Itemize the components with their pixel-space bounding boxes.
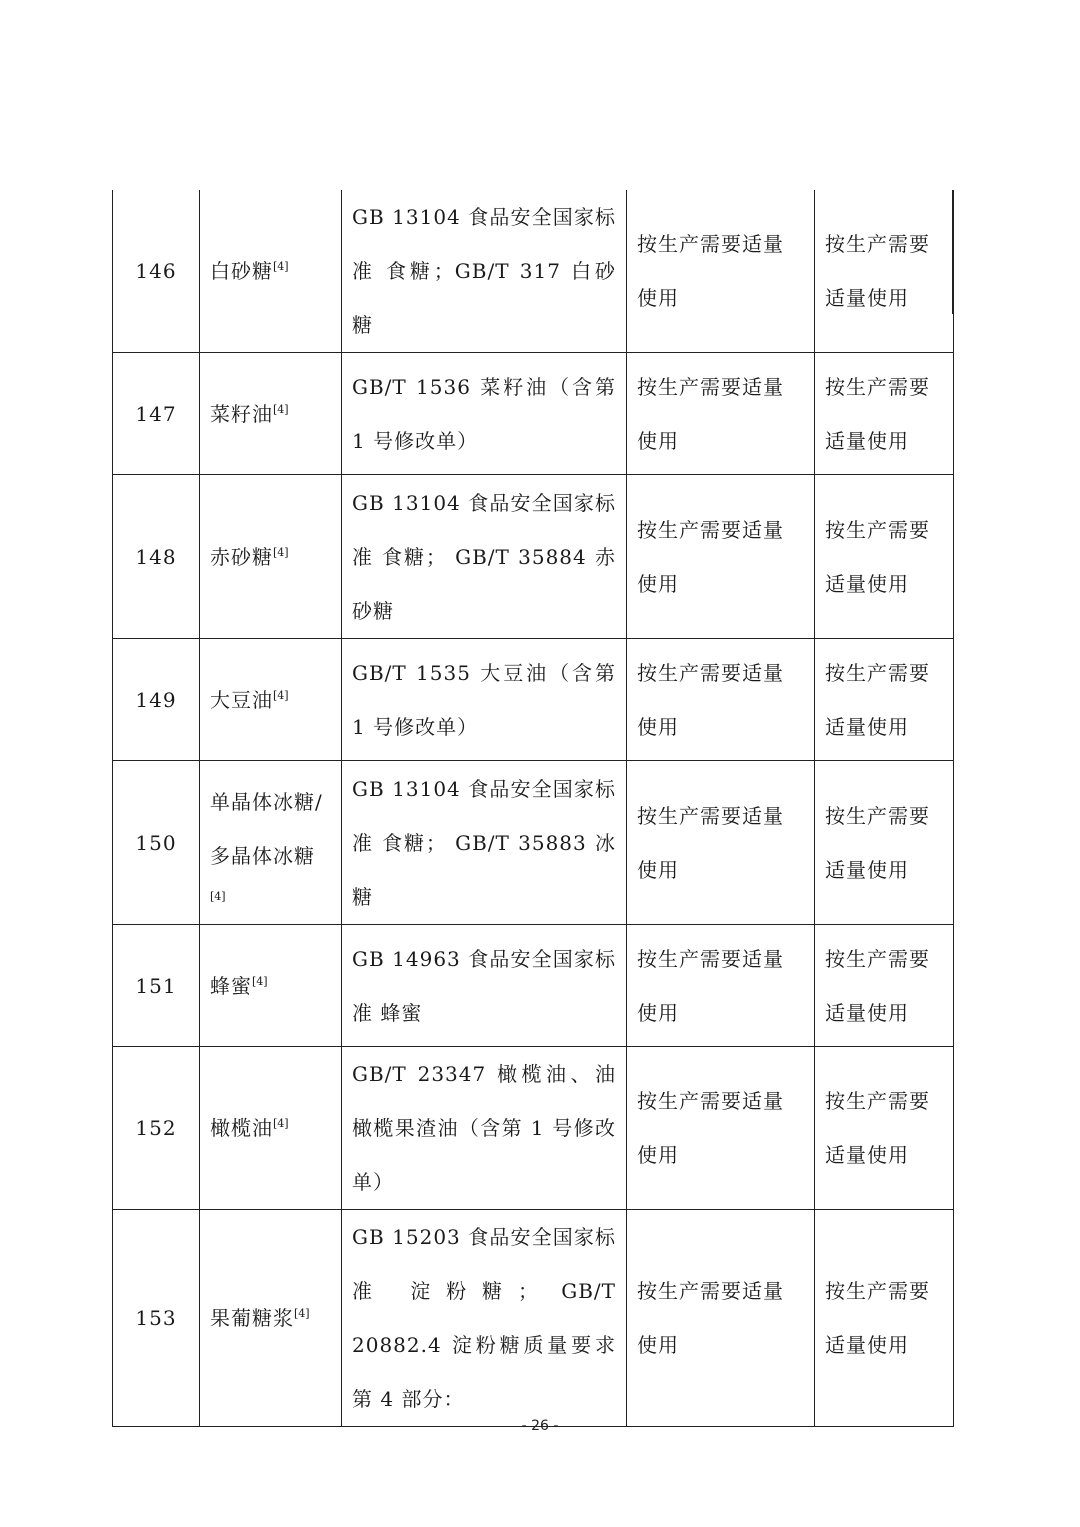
usage-text: 按生产需要适量使用 — [627, 1210, 815, 1427]
ingredient-name-text: 单晶体冰糖/多晶体冰糖 — [210, 789, 323, 868]
table-row — [113, 1047, 954, 1210]
table-row — [113, 925, 954, 1047]
footnote-ref: [4] — [273, 402, 289, 416]
footnote-ref: [4] — [294, 1307, 310, 1320]
additive-standards-table — [112, 190, 954, 1427]
standard-reference: GB/T 1536 菜籽油（含第 1 号修改单） — [342, 353, 627, 475]
row-number: 149 — [113, 639, 200, 761]
footnote-ref: [4] — [210, 889, 226, 903]
max-usage-text: 按生产需要适量使用 — [815, 1210, 954, 1427]
max-usage-text: 按生产需要适量使用 — [815, 475, 954, 639]
ingredient-name — [200, 639, 342, 761]
usage-text: 按生产需要适量使用 — [627, 925, 815, 1047]
table-row — [113, 639, 954, 761]
ingredient-name — [200, 1210, 342, 1427]
usage-text: 按生产需要适量使用 — [627, 761, 815, 925]
footnote-ref: [4] — [273, 1117, 289, 1130]
max-usage-text: 按生产需要适量使用 — [815, 761, 954, 925]
ingredient-name-text: 白砂糖 — [210, 259, 273, 283]
row-number: 152 — [113, 1047, 200, 1210]
standard-reference: GB 13104 食品安全国家标准 食糖； GB/T 35883 冰糖 — [342, 761, 627, 925]
table-row — [113, 353, 954, 475]
standard-reference: GB/T 23347 橄榄油、油橄榄果渣油（含第 1 号修改单） — [342, 1047, 627, 1210]
footnote-ref: [4] — [273, 545, 289, 559]
page-number: - 26 - — [521, 1418, 559, 1434]
ingredient-name-text: 橄榄油 — [210, 1116, 273, 1140]
row-number: 147 — [113, 353, 200, 475]
row-number: 148 — [113, 475, 200, 639]
footnote-ref: [4] — [252, 974, 268, 988]
ingredient-name-text: 果葡糖浆 — [210, 1306, 294, 1330]
standard-reference: GB 15203 食品安全国家标准 淀粉糖； GB/T 20882.4 淀粉糖质量要求 第 4 部分： — [342, 1210, 627, 1427]
max-usage-text: 按生产需要适量使用 — [815, 925, 954, 1047]
row-number: 151 — [113, 925, 200, 1047]
standard-reference: GB 13104 食品安全国家标准 食糖； GB/T 35884 赤砂糖 — [342, 475, 627, 639]
row-number: 150 — [113, 761, 200, 925]
table-row — [113, 190, 954, 353]
standard-reference: GB/T 1535 大豆油（含第 1 号修改单） — [342, 639, 627, 761]
ingredient-name-text: 大豆油 — [210, 687, 273, 712]
usage-text: 按生产需要适量使用 — [627, 639, 815, 761]
row-number: 146 — [113, 190, 200, 353]
ingredient-name-text: 蜂蜜 — [210, 973, 252, 998]
ingredient-name — [200, 475, 342, 639]
max-usage-text: 按生产需要适量使用 — [815, 639, 954, 761]
max-usage-text: 按生产需要适量使用 — [815, 190, 954, 353]
usage-text: 按生产需要适量使用 — [627, 190, 815, 353]
standard-reference: GB 14963 食品安全国家标准 蜂蜜 — [342, 925, 627, 1047]
max-usage-text: 按生产需要适量使用 — [815, 353, 954, 475]
ingredient-name-text: 菜籽油 — [210, 401, 273, 426]
table-row — [113, 761, 954, 925]
ingredient-name — [200, 353, 342, 475]
table-row — [113, 1210, 954, 1427]
ingredient-name — [200, 1047, 342, 1210]
table-row — [113, 475, 954, 639]
footnote-ref: [4] — [273, 688, 289, 702]
max-usage-text: 按生产需要适量使用 — [815, 1047, 954, 1210]
ingredient-name — [200, 190, 342, 353]
ingredient-name — [200, 925, 342, 1047]
ingredient-name — [200, 761, 342, 925]
usage-text: 按生产需要适量使用 — [627, 1047, 815, 1210]
usage-text: 按生产需要适量使用 — [627, 353, 815, 475]
usage-text: 按生产需要适量使用 — [627, 475, 815, 639]
ingredient-name-text: 赤砂糖 — [210, 544, 273, 569]
footnote-ref: [4] — [273, 260, 289, 273]
row-number: 153 — [113, 1210, 200, 1427]
standard-reference: GB 13104 食品安全国家标准 食糖；GB/T 317 白砂糖 — [342, 190, 627, 353]
